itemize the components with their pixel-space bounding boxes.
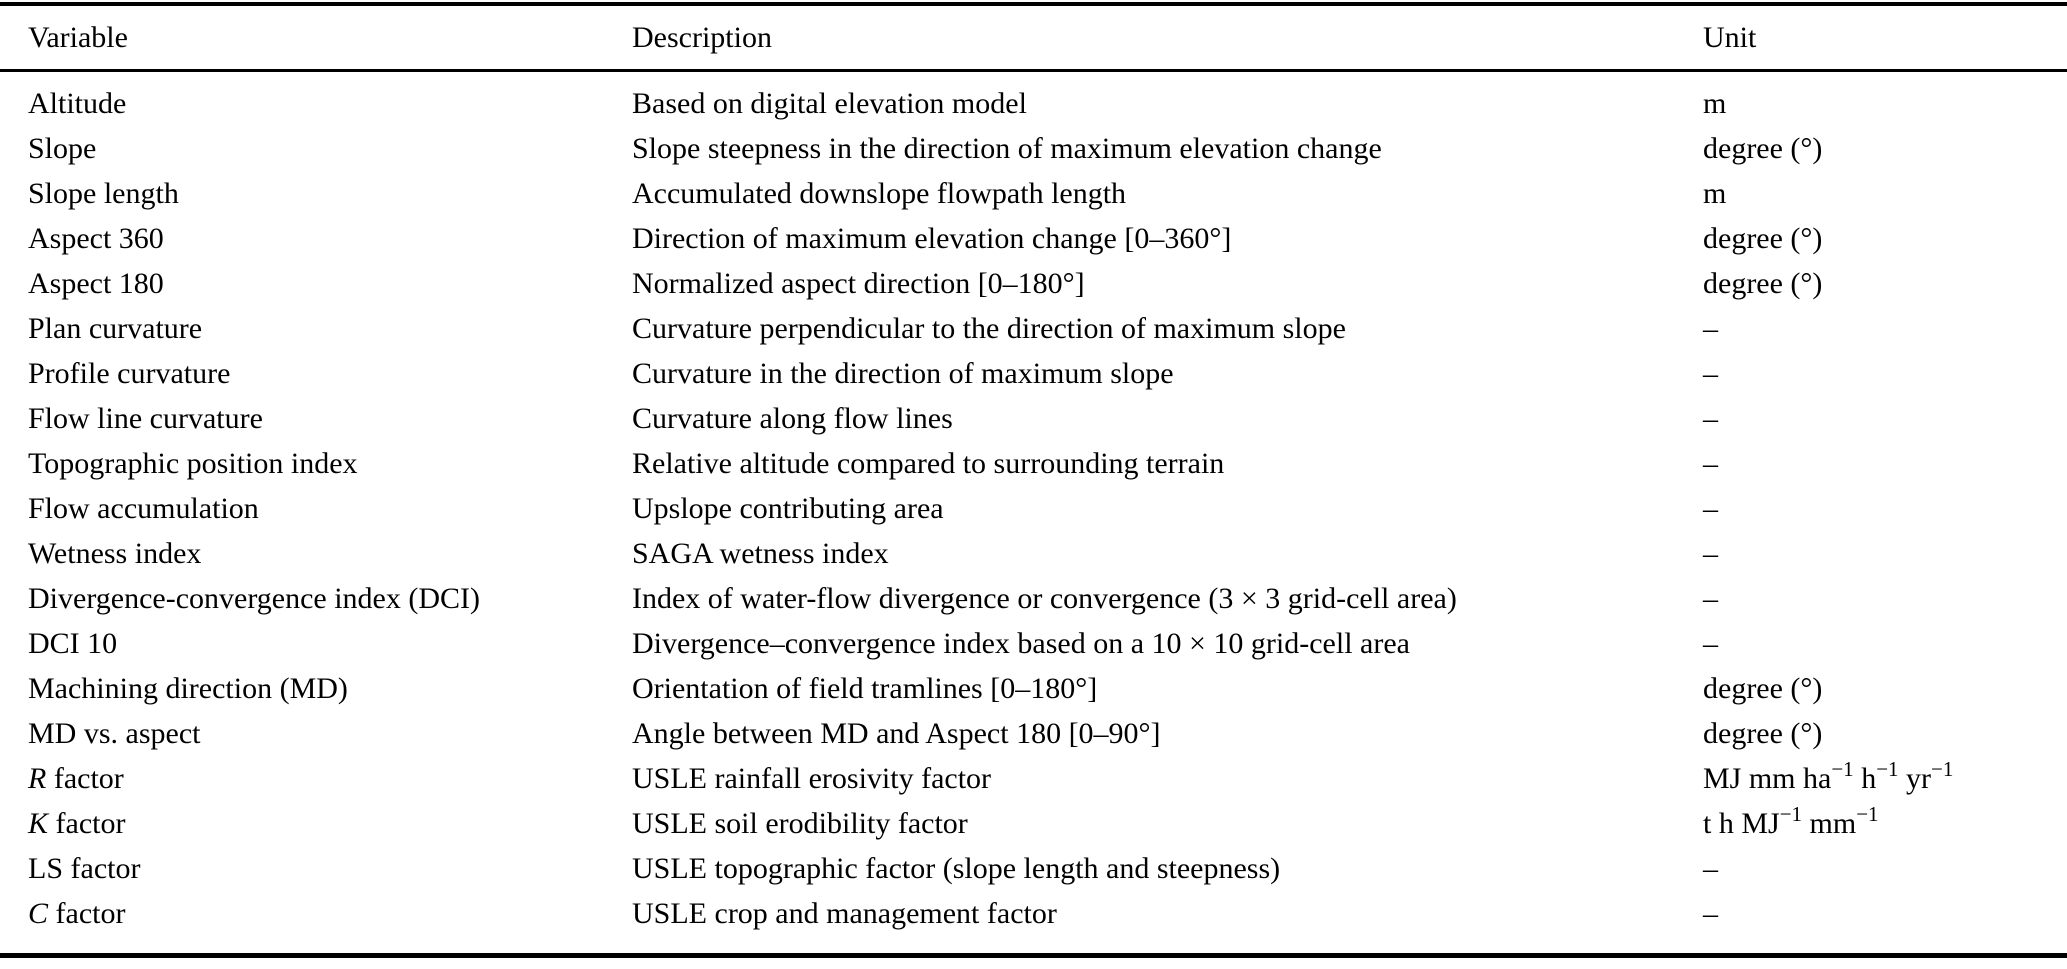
cell-description: SAGA wetness index xyxy=(632,537,889,570)
cell-unit: m xyxy=(1703,87,1727,120)
cell-variable: DCI 10 xyxy=(28,627,118,660)
table-row xyxy=(0,396,2067,441)
table-row xyxy=(0,81,2067,126)
table-body xyxy=(0,72,2067,953)
cell-unit: – xyxy=(1703,897,1718,930)
cell-unit: degree (°) xyxy=(1703,132,1823,165)
cell-variable: Slope xyxy=(28,132,97,165)
cell-description: Curvature along flow lines xyxy=(632,402,953,435)
table-row xyxy=(0,891,2067,936)
table-row xyxy=(0,441,2067,486)
cell-description: Normalized aspect direction [0–180°] xyxy=(632,267,1085,300)
cell-unit: degree (°) xyxy=(1703,267,1823,300)
table-bottom-rule xyxy=(0,953,2067,958)
column-header-description: Description xyxy=(632,21,772,54)
table-row xyxy=(0,711,2067,756)
table-row xyxy=(0,216,2067,261)
cell-description: Divergence–convergence index based on a 10 × 10 grid-cell area xyxy=(632,627,1410,660)
table-row xyxy=(0,846,2067,891)
cell-description: Upslope contributing area xyxy=(632,492,944,525)
cell-description: Based on digital elevation model xyxy=(632,87,1027,120)
cell-unit: MJ mm $ha^{-1}$ $h^{-1}$ $yr^{-1}$ xyxy=(1703,757,1954,795)
cell-variable: Flow line curvature xyxy=(28,402,263,435)
table-row xyxy=(0,171,2067,216)
table-row xyxy=(0,126,2067,171)
cell-unit: degree (°) xyxy=(1703,222,1823,255)
column-header-variable: Variable xyxy=(28,21,128,54)
cell-unit: degree (°) xyxy=(1703,717,1823,750)
cell-unit: – xyxy=(1703,312,1718,345)
cell-unit: – xyxy=(1703,447,1718,480)
variables-table xyxy=(0,2,2067,958)
table-row xyxy=(0,621,2067,666)
cell-description: Curvature perpendicular to the direction of maximum slope xyxy=(632,312,1346,345)
cell-unit: – xyxy=(1703,537,1718,570)
table-header-row xyxy=(0,6,2067,69)
cell-variable: Altitude xyxy=(28,87,127,120)
cell-variable: Profile curvature xyxy=(28,357,231,390)
table-row xyxy=(0,306,2067,351)
table-row xyxy=(0,801,2067,846)
cell-description: Angle between MD and Aspect 180 [0–90°] xyxy=(632,717,1161,750)
table-row xyxy=(0,666,2067,711)
cell-variable: Machining direction (MD) xyxy=(28,672,348,705)
cell-variable: LS factor xyxy=(28,852,141,885)
table-row xyxy=(0,576,2067,621)
cell-unit: – xyxy=(1703,582,1718,615)
cell-description: USLE rainfall erosivity factor xyxy=(632,762,992,795)
cell-description: USLE soil erodibility factor xyxy=(632,807,968,840)
table-row xyxy=(0,486,2067,531)
cell-unit: t h $MJ^{-1}$ $mm^{-1}$ xyxy=(1703,802,1879,840)
cell-description: Curvature in the direction of maximum slope xyxy=(632,357,1174,390)
cell-variable: Aspect 360 xyxy=(28,222,164,255)
cell-description: USLE topographic factor (slope length and steepness) xyxy=(632,852,1281,885)
table-row xyxy=(0,261,2067,306)
cell-unit: – xyxy=(1703,357,1718,390)
cell-variable: Plan curvature xyxy=(28,312,203,345)
table-row xyxy=(0,351,2067,396)
cell-variable: C factor xyxy=(28,897,126,930)
cell-variable: Wetness index xyxy=(28,537,202,570)
cell-description: Index of water-flow divergence or convergence (3 × 3 grid-cell area) xyxy=(632,582,1457,615)
cell-description: Accumulated downslope flowpath length xyxy=(632,177,1127,210)
cell-variable: Slope length xyxy=(28,177,179,210)
cell-variable: Topographic position index xyxy=(28,447,358,480)
cell-unit: degree (°) xyxy=(1703,672,1823,705)
cell-description: Orientation of field tramlines [0–180°] xyxy=(632,672,1098,705)
cell-unit: – xyxy=(1703,402,1718,435)
cell-variable: Divergence-convergence index (DCI) xyxy=(28,582,481,615)
cell-variable: K factor xyxy=(28,807,126,840)
cell-unit: – xyxy=(1703,852,1718,885)
cell-unit: – xyxy=(1703,627,1718,660)
column-header-unit: Unit xyxy=(1703,21,1757,54)
cell-description: Slope steepness in the direction of maximum elevation change xyxy=(632,132,1382,165)
cell-unit: – xyxy=(1703,492,1718,525)
cell-description: Relative altitude compared to surrounding terrain xyxy=(632,447,1225,480)
cell-variable: MD vs. aspect xyxy=(28,717,201,750)
table-row xyxy=(0,756,2067,801)
cell-unit: m xyxy=(1703,177,1727,210)
cell-variable: Flow accumulation xyxy=(28,492,259,525)
table-row xyxy=(0,531,2067,576)
cell-variable: R factor xyxy=(28,762,124,795)
cell-description: USLE crop and management factor xyxy=(632,897,1057,930)
cell-variable: Aspect 180 xyxy=(28,267,164,300)
cell-description: Direction of maximum elevation change [0–360°] xyxy=(632,222,1232,255)
